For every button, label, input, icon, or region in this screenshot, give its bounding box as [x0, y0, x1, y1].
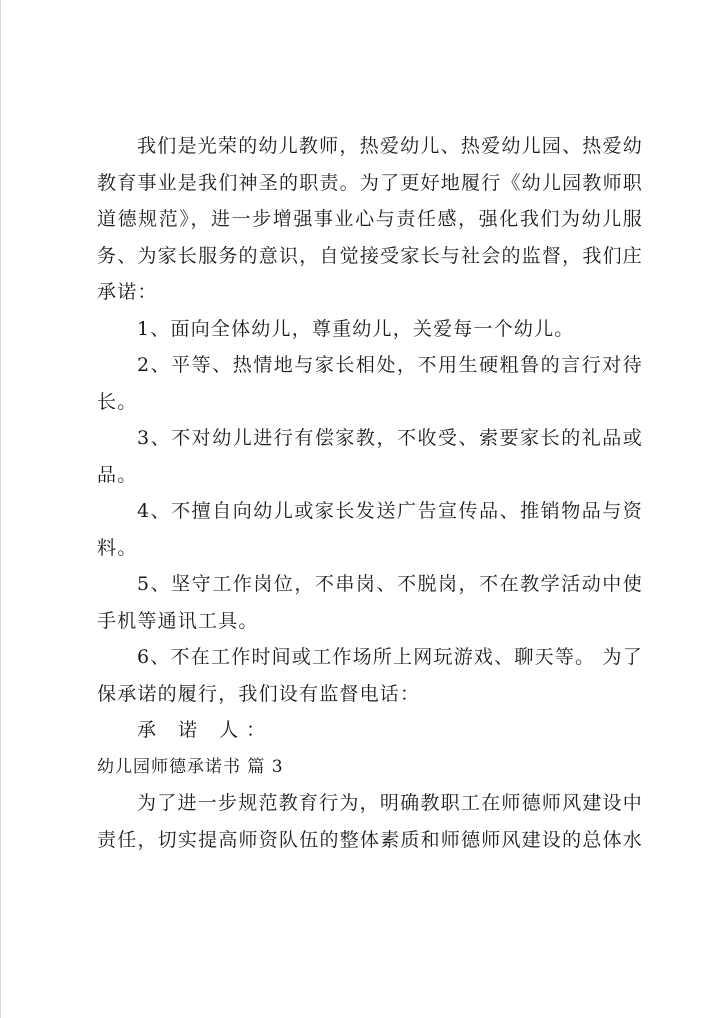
- pledge-item-5: 5、坚守工作岗位，不串岗、不脱岗，不在教学活动中使: [137, 573, 643, 595]
- paragraph-line: 承诺：: [97, 281, 158, 303]
- pledge-item-6-cont: 保承诺的履行，我们设有监督电话：: [97, 682, 421, 705]
- pledge-item-6: 6、不在工作时间或工作场所上网玩游戏、聊天等。 为了: [137, 646, 643, 668]
- pledge-item-1: 1、面向全体幼儿，尊重幼儿，关爱每一个幼儿。: [137, 317, 575, 340]
- paragraph-line: 我们是光荣的幼儿教师，热爱幼儿、热爱幼儿园、热爱幼: [137, 135, 643, 157]
- pledge-item-2-cont: 长。: [97, 390, 138, 413]
- paragraph-line: 道德规范》，进一步增强事业心与责任感，强化我们为幼儿服: [97, 208, 643, 230]
- paragraph-line: 教育事业是我们神圣的职责。为了更好地履行《幼儿园教师职: [97, 171, 643, 194]
- paragraph-line: 责任，切实提高师资队伍的整体素质和师德师风建设的总体水: [97, 828, 643, 851]
- pledge-item-4: 4、不擅自向幼儿或家长发送广告宣传品、推销物品与资: [137, 500, 643, 522]
- paragraph-line: 务、为家长服务的意识，自觉接受家长与社会的监督，我们庄: [97, 244, 643, 267]
- pledge-item-5-cont: 手机等通讯工具。: [97, 609, 259, 632]
- pledge-item-3: 3、不对幼儿进行有偿家教，不收受、索要家长的礼品或: [137, 427, 643, 449]
- document-body: [97, 128, 643, 858]
- paragraph-line: 为了进一步规范教育行为，明确教职工在师德师风建设中: [137, 792, 643, 814]
- pledge-item-3-cont: 品。: [97, 463, 138, 486]
- section-heading: 幼儿园师德承诺书 篇 3: [97, 756, 284, 777]
- pledge-item-2: 2、平等、热情地与家长相处，不用生硬粗鲁的言行对待: [137, 354, 643, 376]
- signer-label: 承 诺 人：: [137, 719, 274, 741]
- pledge-item-4-cont: 料。: [97, 536, 138, 559]
